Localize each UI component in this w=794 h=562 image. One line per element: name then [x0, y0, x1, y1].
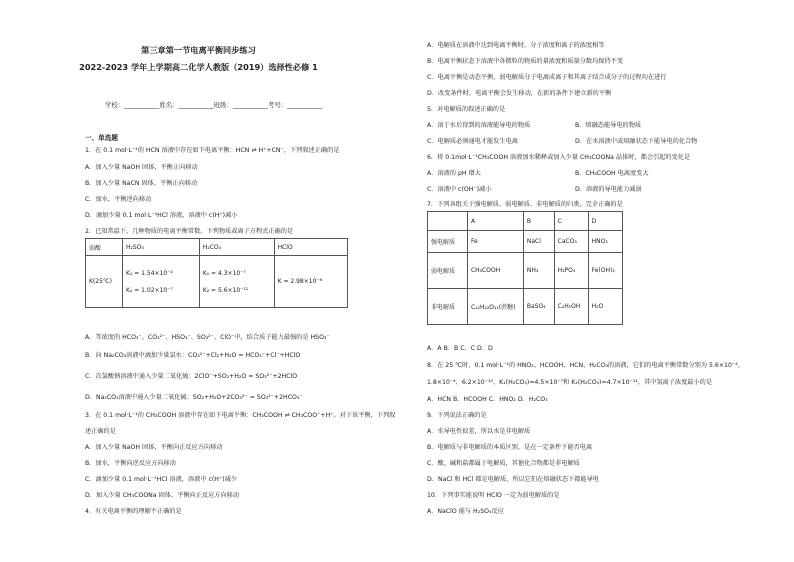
table-header-cell: H₂CO₃: [199, 239, 274, 256]
option-line: D．NaCl 和 HCl 都是电解质，所以它们在熔融状态下都能导电: [427, 476, 599, 483]
option-line: A．电解质在溶液中达到电离平衡时，分子浓度和离子的浓度相等: [427, 42, 605, 49]
table-header-cell: D: [588, 212, 622, 231]
table-row-label: K(25℃): [86, 256, 123, 308]
option-line: B．加入少量 NaCN 固体，平衡正向移动: [85, 180, 198, 187]
option-line: A．溶液的 pH 增大: [427, 170, 481, 177]
option-line: B．加水，平衡向逆反应方向移动: [85, 460, 176, 467]
table-header-cell: H₂SO₃: [123, 239, 200, 256]
constant-value: K₁ = 1.54×10⁻²: [126, 269, 173, 277]
table-row: [428, 231, 623, 253]
option-line: B．熔融态能导电的物质: [575, 122, 642, 129]
option-line: D．Na₂CO₃溶液中通入少量二氧化硫：SO₂+H₂O+2CO₃²⁻ = SO₃²⁻+2HCO₃⁻: [85, 394, 303, 401]
option-line: C．电解质必须通电才能发生电离: [427, 138, 518, 145]
option-line: D．溶液的导电能力减弱: [575, 186, 642, 193]
option-line: A．NaClO 能与 H₂SO₄反应: [427, 508, 504, 515]
table-row: [428, 289, 623, 325]
constant-value: K₁ = 4.3×10⁻⁷: [202, 269, 246, 277]
option-line: C．滴加少量 0.1 mol·L⁻¹HCl 溶液，溶液中 c(H⁺)减少: [85, 476, 237, 483]
option-line: A．等浓度的 HCO₃⁻、CO₃²⁻、HSO₃⁻、SO₃²⁻、ClO⁻中，结合质子能力最强的是 HSO₃⁻: [85, 334, 330, 341]
option-line: B．电离平衡状态下溶液中各微粒的物质的量浓度和质量分数均保持不变: [427, 58, 624, 65]
table-header-cell: [428, 212, 468, 231]
electrolyte-table: [427, 211, 623, 325]
question-line: 1.8×10⁻⁴、6.2×10⁻¹⁰、K₁(H₂CO₃)=4.5×10⁻⁷和 K₂(H₂CO₃)=4.7×10⁻¹¹，其中氢离子浓度最小的是: [427, 379, 713, 386]
question-line: 述正确的是: [85, 428, 116, 435]
option-line: A．加入少量 NaOH 固体，平衡向正反应方向移动: [85, 444, 223, 451]
table-cell: H₂O: [588, 289, 622, 325]
student-info-line: 学校：___________姓名：___________班级：___________考号：___________: [105, 101, 323, 109]
option-line: C．酸、碱和盐都属于电解质，其他化合物都是非电解质: [427, 460, 580, 467]
question-line: 10．下列事实能说明 HClO 一定为弱电解质的是: [427, 492, 560, 499]
question-line: 4．有关电离平衡的理解不正确的是: [85, 508, 182, 515]
option-line: D．加入少量 CH₃COONa 固体，平衡向正反应方向移动: [85, 492, 240, 499]
section-title: 一、单选题: [85, 134, 118, 142]
option-line: C．加水，平衡逆向移动: [85, 196, 152, 203]
table-cell: H₃PO₄: [554, 253, 588, 289]
table-cell: HNO₃: [588, 231, 622, 253]
table-cell: C₁₂H₂₂O₁₁(蔗糖): [467, 289, 523, 325]
table-cell: K = 2.98×10⁻⁸: [274, 256, 347, 308]
table-header-cell: 弱酸: [86, 239, 123, 256]
option-line: C．次氯酸钠溶液中通入少量二氧化硫：2ClO⁻+SO₂+H₂O = SO₃²⁻+2HClO: [85, 373, 298, 380]
question-line: 9．下列说法正确的是: [427, 412, 487, 419]
question-line: 8．在 25 ℃时，0.1 mol·L⁻¹的 HNO₂、HCOOH、HCN、H₂CO₃的溶液，它们的电离平衡常数分别为 5.6×10⁻⁴、: [427, 362, 744, 369]
table-cell: 强电解质: [428, 231, 468, 253]
option-line: C．溶液中 c(OH⁻)减小: [427, 186, 492, 193]
table-cell: [199, 256, 274, 308]
constant-value: K₂ = 5.6×10⁻¹¹: [202, 286, 249, 294]
acid-constant-table: [85, 238, 348, 308]
table-cell: Fe(OH)₃: [588, 253, 622, 289]
option-line: A．HCN B．HCOOH C．HNO₂ D．H₂CO₃: [427, 396, 548, 403]
table-cell: CH₃COOH: [467, 253, 523, 289]
option-line: B．电解质与非电解质的本质区别，是在一定条件下能否电离: [427, 444, 593, 451]
table-cell: CaCO₃: [554, 231, 588, 253]
table-header-cell: HClO: [274, 239, 347, 256]
table-cell: 非电解质: [428, 289, 468, 325]
option-line: A．A B．B C．C D．D: [427, 345, 493, 352]
constant-value: K₂ = 1.02×10⁻⁷: [126, 286, 173, 294]
option-line: D．滴加少量 0.1 mol·L⁻¹HCl 溶液，溶液中 c(H⁺)减小: [85, 212, 238, 219]
page-title: 第三章第一节电离平衡同步练习: [141, 45, 256, 55]
table-cell: C₂H₅OH: [554, 289, 588, 325]
table-cell: NH₃: [523, 253, 554, 289]
question-line: 3．在 0.1 mol·L⁻¹的 CH₃COOH 溶液中存在如下电离平衡：CH₃COOH ⇌ CH₃COO⁻+H⁺。对于该平衡，下列叙: [85, 412, 396, 419]
question-line: 5．对电解质的叙述正确的是: [427, 106, 506, 113]
table-cell: Fe: [467, 231, 523, 253]
question-line: 2．已知常温下，几种物质的电离平衡常数。下列物质或离子方程式正确的是: [85, 228, 294, 235]
question-line: 6．将 0.1mol·L⁻¹CH₃COOH 溶液加水稀释或加入少量 CH₃COONa 晶体时，都会引起的变化是: [427, 154, 691, 161]
table-row: [428, 253, 623, 289]
page-subtitle: 2022-2023 学年上学期高二化学人教版（2019）选择性必修 1: [79, 62, 318, 72]
option-line: D．在水溶液中或熔融状态下能导电的化合物: [575, 138, 698, 145]
table-cell: BaSO₄: [523, 289, 554, 325]
table-header-cell: A: [467, 212, 523, 231]
option-line: C．电离平衡是动态平衡，弱电解质分子电离成离子和其离子结合成分子的过程均在进行: [427, 74, 667, 81]
option-line: B．向 Na₂CO₃溶液中滴加少量氯水：CO₃²⁻+Cl₂+H₂O = HCO₃⁻+Cl⁻+HClO: [85, 352, 301, 359]
option-line: A．溶于水后得到的溶液能导电的物质: [427, 122, 531, 129]
table-header-cell: C: [554, 212, 588, 231]
table-header-cell: B: [523, 212, 554, 231]
table-cell: NaCl: [523, 231, 554, 253]
option-line: A．加入少量 NaOH 固体，平衡正向移动: [85, 164, 198, 171]
question-line: 7．下列各组关于强电解质、弱电解质、非电解质的归类，完全正确的是: [427, 201, 623, 208]
option-line: B．CH₃COOH 电离度变大: [575, 170, 649, 177]
option-line: D．改变条件时，电离平衡会发生移动，在新的条件下建立新的平衡: [427, 90, 612, 97]
option-line: A．水导电性很差，所以水是非电解质: [427, 428, 531, 435]
question-line: 1．在 0.1 mol·L⁻¹的 HCN 溶液中存在如下电离平衡：HCN ⇌ H⁺+CN⁻，下列叙述正确的是: [85, 147, 340, 154]
table-cell: 弱电解质: [428, 253, 468, 289]
table-cell: [123, 256, 200, 308]
